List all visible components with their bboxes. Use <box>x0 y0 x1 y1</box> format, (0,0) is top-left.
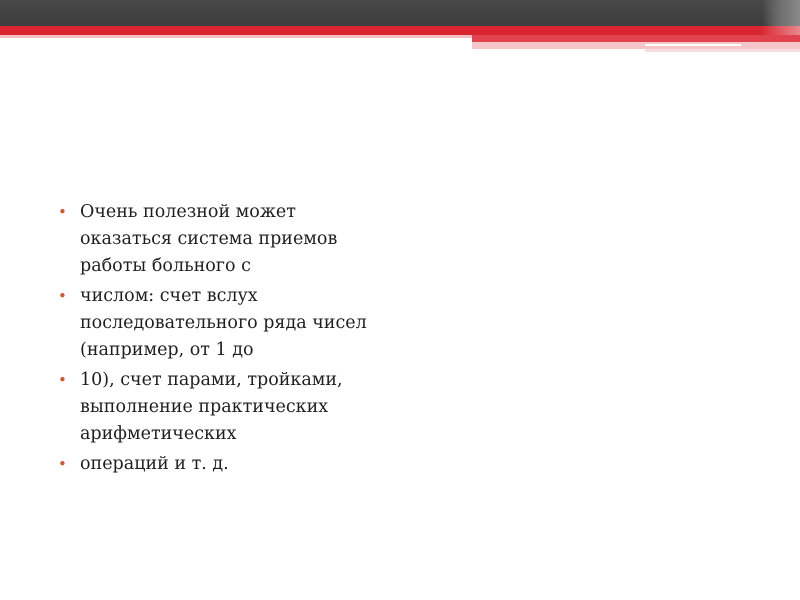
header-red-stripe-right <box>472 35 800 42</box>
header-pink-tail <box>645 49 800 52</box>
bullet-icon: • <box>58 203 67 221</box>
list-item <box>56 451 386 478</box>
bullet-text: числом: счет вслух последовательного ряда чисел (например, от 1 до <box>80 286 367 360</box>
header-pink-stripe <box>0 35 472 38</box>
header-red-stripe <box>0 26 800 35</box>
header-dark-band <box>0 0 800 26</box>
bullet-icon: • <box>58 455 67 473</box>
bullet-text: 10), счет парами, тройками, выполнение практических арифметических <box>80 370 343 444</box>
bullet-list <box>56 199 386 478</box>
list-item <box>56 199 386 280</box>
list-item <box>56 367 386 448</box>
bullet-text: операций и т. д. <box>80 454 229 474</box>
header-white-line <box>645 44 741 46</box>
list-item <box>56 283 386 364</box>
header-pink-stripe-lower <box>472 42 800 49</box>
bullet-text: Очень полезной может оказаться система приемов работы больного с <box>80 202 338 276</box>
header-dark-band-fade <box>762 0 800 26</box>
header-red-stripe-fade <box>760 26 800 35</box>
bullet-icon: • <box>58 371 67 389</box>
slide-content <box>56 199 386 481</box>
bullet-icon: • <box>58 287 67 305</box>
